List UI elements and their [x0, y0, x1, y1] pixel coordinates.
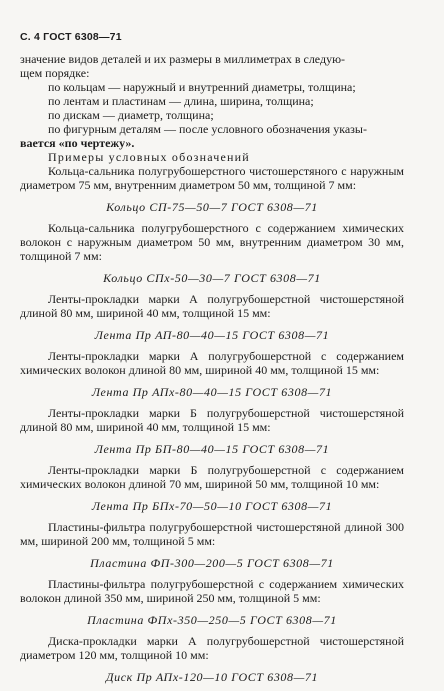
example-text: Ленты-прокладки марки Б полугрубошерстной с содержанием химических волокон длиной 70 мм, шириной 50 мм, толщиной 10 мм:: [20, 463, 404, 491]
list-item: по лентам и пластинам — длина, ширина, толщина;: [48, 94, 314, 108]
intro-line-2: щем порядке:: [20, 66, 90, 80]
example-text: Ленты-прокладки марки А полугрубошерстной с содержанием химических волокон длиной 80 мм, шириной 40 мм, толщиной 15 мм:: [20, 349, 404, 377]
example-text: Кольца-сальника полугрубошерстного с содержанием химических волокон с наружным диаметром 50 мм, внутренним диаметром 30 мм, толщиной 7 мм:: [20, 221, 404, 263]
example-text: Диска-прокладки марки А полугрубошерстной чистошерстяной диаметром 120 мм, толщиной 10 мм:: [20, 634, 404, 662]
example-designation: Пластина ФПх-350—250—5 ГОСТ 6308—71: [87, 613, 337, 627]
example-designation: Лента Пр АПх-80—40—15 ГОСТ 6308—71: [91, 385, 333, 399]
example-text: Ленты-прокладки марки А полугрубошерстной чистошерстяной длиной 80 мм, шириной 40 мм, толщиной 15 мм:: [20, 292, 404, 320]
example-designation: Пластина ФП-300—200—5 ГОСТ 6308—71: [90, 556, 334, 570]
example-designation: Лента Пр БПх-70—50—10 ГОСТ 6308—71: [91, 499, 333, 513]
example-designation: Диск Пр АПх-120—10 ГОСТ 6308—71: [105, 670, 319, 684]
examples-heading: Примеры условных обозначений: [48, 150, 250, 164]
intro-line-1: значение видов деталей и их размеры в миллиметрах в следую-: [20, 52, 346, 66]
list-item: по дискам — диаметр, толщина;: [48, 108, 214, 122]
example-text: Пластины-фильтра полугрубошерстной с содержанием химических волокон длиной 350 мм, шириной 250 мм, толщиной 5 мм:: [20, 577, 404, 605]
example-designation: Лента Пр АП-80—40—15 ГОСТ 6308—71: [94, 328, 330, 342]
page-header: С. 4 ГОСТ 6308—71: [20, 31, 122, 43]
example-designation: Кольцо СП-75—50—7 ГОСТ 6308—71: [106, 200, 318, 214]
list-item-figured-l2: вается «по чертежу».: [20, 136, 135, 150]
example-text: Кольца-сальника полугрубошерстного чистошерстяного с наружным диаметром 75 мм, внутренним диаметром 50 мм, толщиной 7 мм:: [20, 164, 404, 192]
example-text: Ленты-прокладки марки Б полугрубошерстной чистошерстяной длиной 80 мм, шириной 40 мм, толщиной 15 мм:: [20, 406, 404, 434]
list-item: по кольцам — наружный и внутренний диаметры, толщина;: [48, 80, 356, 94]
list-item-figured-l1: по фигурным деталям — после условного обозначения указы-: [48, 122, 367, 136]
example-designation: Кольцо СПх-50—30—7 ГОСТ 6308—71: [103, 271, 321, 285]
page-content: [20, 52, 404, 691]
example-text: Пластины-фильтра полугрубошерстной чистошерстяной длиной 300 мм, шириной 200 мм, толщиной 5 мм:: [20, 520, 404, 548]
example-designation: Лента Пр БП-80—40—15 ГОСТ 6308—71: [94, 442, 330, 456]
